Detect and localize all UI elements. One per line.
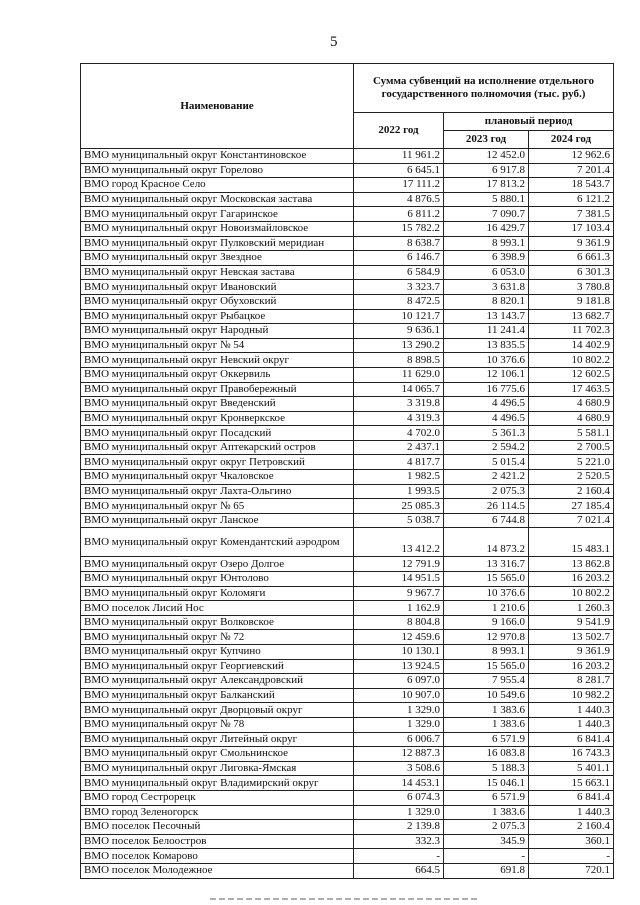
row-value-2023: 6 398.9 xyxy=(444,251,529,266)
row-name-cell: ВМО муниципальный округ Георгиевский xyxy=(81,659,354,674)
row-value-2023: 5 188.3 xyxy=(444,761,529,776)
row-name-cell: ВМО муниципальный округ Коломяги xyxy=(81,586,354,601)
row-value-2024: 27 185.4 xyxy=(529,499,614,514)
row-value-2024: 1 440.3 xyxy=(529,717,614,732)
row-name-cell: ВМО муниципальный округ Дворцовый округ xyxy=(81,703,354,718)
page-number: 5 xyxy=(330,34,338,50)
row-name-cell: ВМО муниципальный округ Ланское xyxy=(81,513,354,528)
row-value-2024: 13 682.7 xyxy=(529,309,614,324)
table-row xyxy=(81,265,614,280)
row-value-2022: 3 508.6 xyxy=(354,761,444,776)
row-value-2024: 6 301.3 xyxy=(529,265,614,280)
row-value-2022: 3 319.8 xyxy=(354,397,444,412)
row-value-2024: 15 663.1 xyxy=(529,776,614,791)
row-name-cell: ВМО муниципальный округ Московская застава xyxy=(81,192,354,207)
table-row xyxy=(81,499,614,514)
row-value-2022: 8 804.8 xyxy=(354,615,444,630)
row-value-2024: 2 520.5 xyxy=(529,470,614,485)
row-value-2023: 14 873.2 xyxy=(444,528,529,557)
row-value-2024: 2 700.5 xyxy=(529,440,614,455)
row-value-2022: 14 951.5 xyxy=(354,572,444,587)
header-amount: Сумма субвенций на исполнение отдельного государственного полномочия (тыс. руб.) xyxy=(354,64,614,113)
row-name-cell: ВМО муниципальный округ Обуховский xyxy=(81,294,354,309)
header-year-2022: 2022 год xyxy=(354,113,444,149)
row-value-2022: 11 629.0 xyxy=(354,367,444,382)
row-value-2022: 9 636.1 xyxy=(354,324,444,339)
row-value-2024: 17 103.4 xyxy=(529,221,614,236)
row-name-cell: ВМО муниципальный округ Введенский xyxy=(81,397,354,412)
table-row xyxy=(81,513,614,528)
row-name-cell: ВМО поселок Лисий Нос xyxy=(81,601,354,616)
row-value-2022: 5 038.7 xyxy=(354,513,444,528)
header-year-2023: 2023 год xyxy=(444,131,529,149)
row-value-2022: 1 329.0 xyxy=(354,703,444,718)
row-value-2023: 4 496.5 xyxy=(444,411,529,426)
row-name-cell: ВМО муниципальный округ Народный xyxy=(81,324,354,339)
row-value-2024: 360.1 xyxy=(529,834,614,849)
row-value-2023: 8 820.1 xyxy=(444,294,529,309)
table-row xyxy=(81,732,614,747)
table-row xyxy=(81,528,614,557)
row-value-2022: 12 459.6 xyxy=(354,630,444,645)
row-value-2024: 4 680.9 xyxy=(529,411,614,426)
row-value-2024: 16 203.2 xyxy=(529,659,614,674)
row-value-2024: 11 702.3 xyxy=(529,324,614,339)
table-row xyxy=(81,717,614,732)
table-header-row xyxy=(81,64,614,113)
table-row xyxy=(81,207,614,222)
row-value-2023: 9 166.0 xyxy=(444,615,529,630)
row-value-2023: 10 549.6 xyxy=(444,688,529,703)
table-row xyxy=(81,572,614,587)
row-value-2022: 664.5 xyxy=(354,863,444,878)
row-value-2023: 10 376.6 xyxy=(444,586,529,601)
row-name-cell: ВМО муниципальный округ № 54 xyxy=(81,338,354,353)
row-value-2022: 2 437.1 xyxy=(354,440,444,455)
row-value-2023: 1 383.6 xyxy=(444,805,529,820)
table-row xyxy=(81,411,614,426)
row-value-2023: 16 083.8 xyxy=(444,747,529,762)
row-value-2022: 10 130.1 xyxy=(354,645,444,660)
row-value-2022: 4 876.5 xyxy=(354,192,444,207)
row-name-cell: ВМО муниципальный округ № 78 xyxy=(81,717,354,732)
row-value-2024: 10 982.2 xyxy=(529,688,614,703)
row-value-2023: 6 053.0 xyxy=(444,265,529,280)
row-name-cell: ВМО муниципальный округ Владимирский округ xyxy=(81,776,354,791)
row-value-2023: - xyxy=(444,849,529,864)
table-row xyxy=(81,221,614,236)
row-name-cell: ВМО муниципальный округ Константиновское xyxy=(81,149,354,164)
row-name-cell: ВМО муниципальный округ Балканский xyxy=(81,688,354,703)
table-row xyxy=(81,849,614,864)
row-value-2022: 12 791.9 xyxy=(354,557,444,572)
table-row xyxy=(81,236,614,251)
row-name-cell: ВМО муниципальный округ Пулковский меридиан xyxy=(81,236,354,251)
row-value-2024: 10 802.2 xyxy=(529,353,614,368)
row-value-2023: 7 090.7 xyxy=(444,207,529,222)
row-value-2022: 3 323.7 xyxy=(354,280,444,295)
row-value-2023: 15 046.1 xyxy=(444,776,529,791)
row-name-cell: ВМО муниципальный округ Гагаринское xyxy=(81,207,354,222)
table-row xyxy=(81,790,614,805)
row-value-2024: 9 541.9 xyxy=(529,615,614,630)
table-row xyxy=(81,324,614,339)
row-name-cell: ВМО муниципальный округ Лиговка-Ямская xyxy=(81,761,354,776)
row-value-2024: 1 440.3 xyxy=(529,805,614,820)
row-value-2024: 10 802.2 xyxy=(529,586,614,601)
table-row xyxy=(81,382,614,397)
row-value-2024: 2 160.4 xyxy=(529,484,614,499)
row-name-cell: ВМО муниципальный округ Озеро Долгое xyxy=(81,557,354,572)
header-year-2024: 2024 год xyxy=(529,131,614,149)
row-value-2024: 720.1 xyxy=(529,863,614,878)
row-value-2022: 13 290.2 xyxy=(354,338,444,353)
row-value-2024: 13 502.7 xyxy=(529,630,614,645)
table-row xyxy=(81,688,614,703)
table-row xyxy=(81,251,614,266)
row-name-cell: ВМО город Зеленогорск xyxy=(81,805,354,820)
row-value-2022: 25 085.3 xyxy=(354,499,444,514)
table-row xyxy=(81,557,614,572)
row-value-2024: 7 021.4 xyxy=(529,513,614,528)
header-name: Наименование xyxy=(81,64,354,149)
row-value-2022: 6 645.1 xyxy=(354,163,444,178)
table-row xyxy=(81,615,614,630)
row-value-2023: 6 917.8 xyxy=(444,163,529,178)
row-value-2023: 6 571.9 xyxy=(444,732,529,747)
table-row xyxy=(81,440,614,455)
row-value-2024: 14 402.9 xyxy=(529,338,614,353)
table-row xyxy=(81,192,614,207)
row-name-cell: ВМО муниципальный округ Купчино xyxy=(81,645,354,660)
row-value-2023: 26 114.5 xyxy=(444,499,529,514)
row-value-2022: 10 907.0 xyxy=(354,688,444,703)
row-value-2022: 13 924.5 xyxy=(354,659,444,674)
table-row xyxy=(81,397,614,412)
table-row xyxy=(81,747,614,762)
row-name-cell: ВМО муниципальный округ Смольнинское xyxy=(81,747,354,762)
header-planned-period: плановый период xyxy=(444,113,614,131)
row-name-cell: ВМО муниципальный округ Невская застава xyxy=(81,265,354,280)
row-value-2024: 5 581.1 xyxy=(529,426,614,441)
row-name-cell: ВМО муниципальный округ № 65 xyxy=(81,499,354,514)
row-value-2024: 6 661.3 xyxy=(529,251,614,266)
row-value-2023: 1 210.6 xyxy=(444,601,529,616)
row-name-cell: ВМО муниципальный округ Аптекарский остров xyxy=(81,440,354,455)
row-value-2024: 16 743.3 xyxy=(529,747,614,762)
table-row xyxy=(81,776,614,791)
row-value-2022: 1 329.0 xyxy=(354,805,444,820)
row-value-2024: 9 361.9 xyxy=(529,645,614,660)
row-value-2022: 332.3 xyxy=(354,834,444,849)
row-value-2022: 4 817.7 xyxy=(354,455,444,470)
row-value-2023: 2 421.2 xyxy=(444,470,529,485)
row-value-2024: 9 181.8 xyxy=(529,294,614,309)
row-name-cell: ВМО муниципальный округ Невский округ xyxy=(81,353,354,368)
row-value-2023: 8 993.1 xyxy=(444,236,529,251)
row-value-2022: 14 453.1 xyxy=(354,776,444,791)
row-value-2022: - xyxy=(354,849,444,864)
row-name-cell: ВМО муниципальный округ Новоизмайловское xyxy=(81,221,354,236)
row-value-2024: 7 201.4 xyxy=(529,163,614,178)
table-row xyxy=(81,309,614,324)
row-value-2024: 8 281.7 xyxy=(529,674,614,689)
row-value-2023: 12 452.0 xyxy=(444,149,529,164)
table-row xyxy=(81,338,614,353)
row-value-2022: 13 412.2 xyxy=(354,528,444,557)
row-value-2023: 2 594.2 xyxy=(444,440,529,455)
row-value-2024: 5 221.0 xyxy=(529,455,614,470)
row-name-cell: ВМО поселок Белоостров xyxy=(81,834,354,849)
row-value-2022: 17 111.2 xyxy=(354,178,444,193)
row-value-2022: 11 961.2 xyxy=(354,149,444,164)
row-value-2024: 5 401.1 xyxy=(529,761,614,776)
row-value-2024: 6 121.2 xyxy=(529,192,614,207)
row-value-2023: 12 970.8 xyxy=(444,630,529,645)
row-value-2023: 15 565.0 xyxy=(444,659,529,674)
row-name-cell: ВМО муниципальный округ Правобережный xyxy=(81,382,354,397)
row-value-2024: 3 780.8 xyxy=(529,280,614,295)
row-name-cell: ВМО муниципальный округ Посадский xyxy=(81,426,354,441)
row-value-2022: 6 006.7 xyxy=(354,732,444,747)
row-value-2022: 8 898.5 xyxy=(354,353,444,368)
table-row xyxy=(81,353,614,368)
table-row xyxy=(81,703,614,718)
row-name-cell: ВМО муниципальный округ Ивановский xyxy=(81,280,354,295)
table-row xyxy=(81,484,614,499)
row-value-2024: 16 203.2 xyxy=(529,572,614,587)
table-row xyxy=(81,820,614,835)
row-name-cell: ВМО поселок Комарово xyxy=(81,849,354,864)
row-value-2024: 9 361.9 xyxy=(529,236,614,251)
row-value-2022: 14 065.7 xyxy=(354,382,444,397)
row-value-2023: 1 383.6 xyxy=(444,703,529,718)
row-value-2023: 1 383.6 xyxy=(444,717,529,732)
row-value-2023: 13 835.5 xyxy=(444,338,529,353)
table-row xyxy=(81,586,614,601)
row-value-2022: 1 162.9 xyxy=(354,601,444,616)
row-value-2023: 10 376.6 xyxy=(444,353,529,368)
table-row xyxy=(81,601,614,616)
table-row xyxy=(81,149,614,164)
row-value-2023: 3 631.8 xyxy=(444,280,529,295)
row-value-2024: 2 160.4 xyxy=(529,820,614,835)
row-value-2022: 8 638.7 xyxy=(354,236,444,251)
row-value-2022: 6 097.0 xyxy=(354,674,444,689)
row-value-2023: 7 955.4 xyxy=(444,674,529,689)
row-value-2024: 13 862.8 xyxy=(529,557,614,572)
row-value-2024: 1 440.3 xyxy=(529,703,614,718)
row-value-2024: 15 483.1 xyxy=(529,528,614,557)
table-row xyxy=(81,834,614,849)
row-value-2022: 1 982.5 xyxy=(354,470,444,485)
row-value-2022: 4 702.0 xyxy=(354,426,444,441)
table-row xyxy=(81,674,614,689)
row-name-cell: ВМО муниципальный округ Комендантский аэродром xyxy=(81,528,354,557)
table-row xyxy=(81,426,614,441)
row-value-2022: 1 993.5 xyxy=(354,484,444,499)
row-value-2024: 6 841.4 xyxy=(529,732,614,747)
row-name-cell: ВМО муниципальный округ Александровский xyxy=(81,674,354,689)
table-row xyxy=(81,863,614,878)
row-value-2023: 13 143.7 xyxy=(444,309,529,324)
row-value-2023: 2 075.3 xyxy=(444,820,529,835)
row-name-cell: ВМО муниципальный округ округ Петровский xyxy=(81,455,354,470)
row-value-2023: 11 241.4 xyxy=(444,324,529,339)
table-row xyxy=(81,630,614,645)
row-value-2022: 8 472.5 xyxy=(354,294,444,309)
row-value-2023: 5 015.4 xyxy=(444,455,529,470)
row-value-2024: - xyxy=(529,849,614,864)
row-value-2024: 4 680.9 xyxy=(529,397,614,412)
row-value-2022: 1 329.0 xyxy=(354,717,444,732)
row-value-2022: 6 074.3 xyxy=(354,790,444,805)
row-value-2023: 345.9 xyxy=(444,834,529,849)
table-row xyxy=(81,470,614,485)
row-value-2023: 8 993.1 xyxy=(444,645,529,660)
row-value-2022: 6 146.7 xyxy=(354,251,444,266)
row-name-cell: ВМО муниципальный округ Чкаловское xyxy=(81,470,354,485)
row-name-cell: ВМО муниципальный округ Горелово xyxy=(81,163,354,178)
row-value-2024: 12 962.6 xyxy=(529,149,614,164)
row-value-2023: 15 565.0 xyxy=(444,572,529,587)
row-value-2022: 2 139.8 xyxy=(354,820,444,835)
table-row xyxy=(81,294,614,309)
row-name-cell: ВМО муниципальный округ Звездное xyxy=(81,251,354,266)
row-value-2024: 1 260.3 xyxy=(529,601,614,616)
row-value-2022: 10 121.7 xyxy=(354,309,444,324)
table-row xyxy=(81,367,614,382)
row-value-2022: 9 967.7 xyxy=(354,586,444,601)
table-row xyxy=(81,659,614,674)
row-name-cell: ВМО муниципальный округ Кронверкское xyxy=(81,411,354,426)
row-value-2023: 5 361.3 xyxy=(444,426,529,441)
row-value-2024: 12 602.5 xyxy=(529,367,614,382)
row-name-cell: ВМО муниципальный округ Рыбацкое xyxy=(81,309,354,324)
row-value-2023: 2 075.3 xyxy=(444,484,529,499)
row-value-2023: 691.8 xyxy=(444,863,529,878)
row-name-cell: ВМО поселок Песочный xyxy=(81,820,354,835)
row-value-2023: 13 316.7 xyxy=(444,557,529,572)
row-value-2022: 6 584.9 xyxy=(354,265,444,280)
table-row xyxy=(81,178,614,193)
table-row xyxy=(81,455,614,470)
footer-rule xyxy=(210,898,480,900)
table-row xyxy=(81,280,614,295)
row-name-cell: ВМО город Сестрорецк xyxy=(81,790,354,805)
row-name-cell: ВМО муниципальный округ Волковское xyxy=(81,615,354,630)
row-name-cell: ВМО муниципальный округ Лахта-Ольгино xyxy=(81,484,354,499)
table-row xyxy=(81,645,614,660)
row-value-2023: 16 775.6 xyxy=(444,382,529,397)
table-row xyxy=(81,805,614,820)
subsidy-table xyxy=(80,63,614,879)
row-value-2023: 6 744.8 xyxy=(444,513,529,528)
row-value-2022: 4 319.3 xyxy=(354,411,444,426)
row-name-cell: ВМО город Красное Село xyxy=(81,178,354,193)
row-value-2024: 7 381.5 xyxy=(529,207,614,222)
row-value-2023: 6 571.9 xyxy=(444,790,529,805)
row-name-cell: ВМО муниципальный округ Оккервиль xyxy=(81,367,354,382)
row-value-2023: 12 106.1 xyxy=(444,367,529,382)
row-name-cell: ВМО муниципальный округ Литейный округ xyxy=(81,732,354,747)
row-value-2024: 17 463.5 xyxy=(529,382,614,397)
row-value-2023: 5 880.1 xyxy=(444,192,529,207)
row-value-2023: 17 813.2 xyxy=(444,178,529,193)
table-row xyxy=(81,761,614,776)
row-name-cell: ВМО муниципальный округ № 72 xyxy=(81,630,354,645)
row-name-cell: ВМО поселок Молодежное xyxy=(81,863,354,878)
row-value-2022: 15 782.2 xyxy=(354,221,444,236)
row-value-2022: 12 887.3 xyxy=(354,747,444,762)
row-value-2022: 6 811.2 xyxy=(354,207,444,222)
row-name-cell: ВМО муниципальный округ Юнтолово xyxy=(81,572,354,587)
row-value-2023: 16 429.7 xyxy=(444,221,529,236)
table-row xyxy=(81,163,614,178)
row-value-2023: 4 496.5 xyxy=(444,397,529,412)
row-value-2024: 18 543.7 xyxy=(529,178,614,193)
row-value-2024: 6 841.4 xyxy=(529,790,614,805)
